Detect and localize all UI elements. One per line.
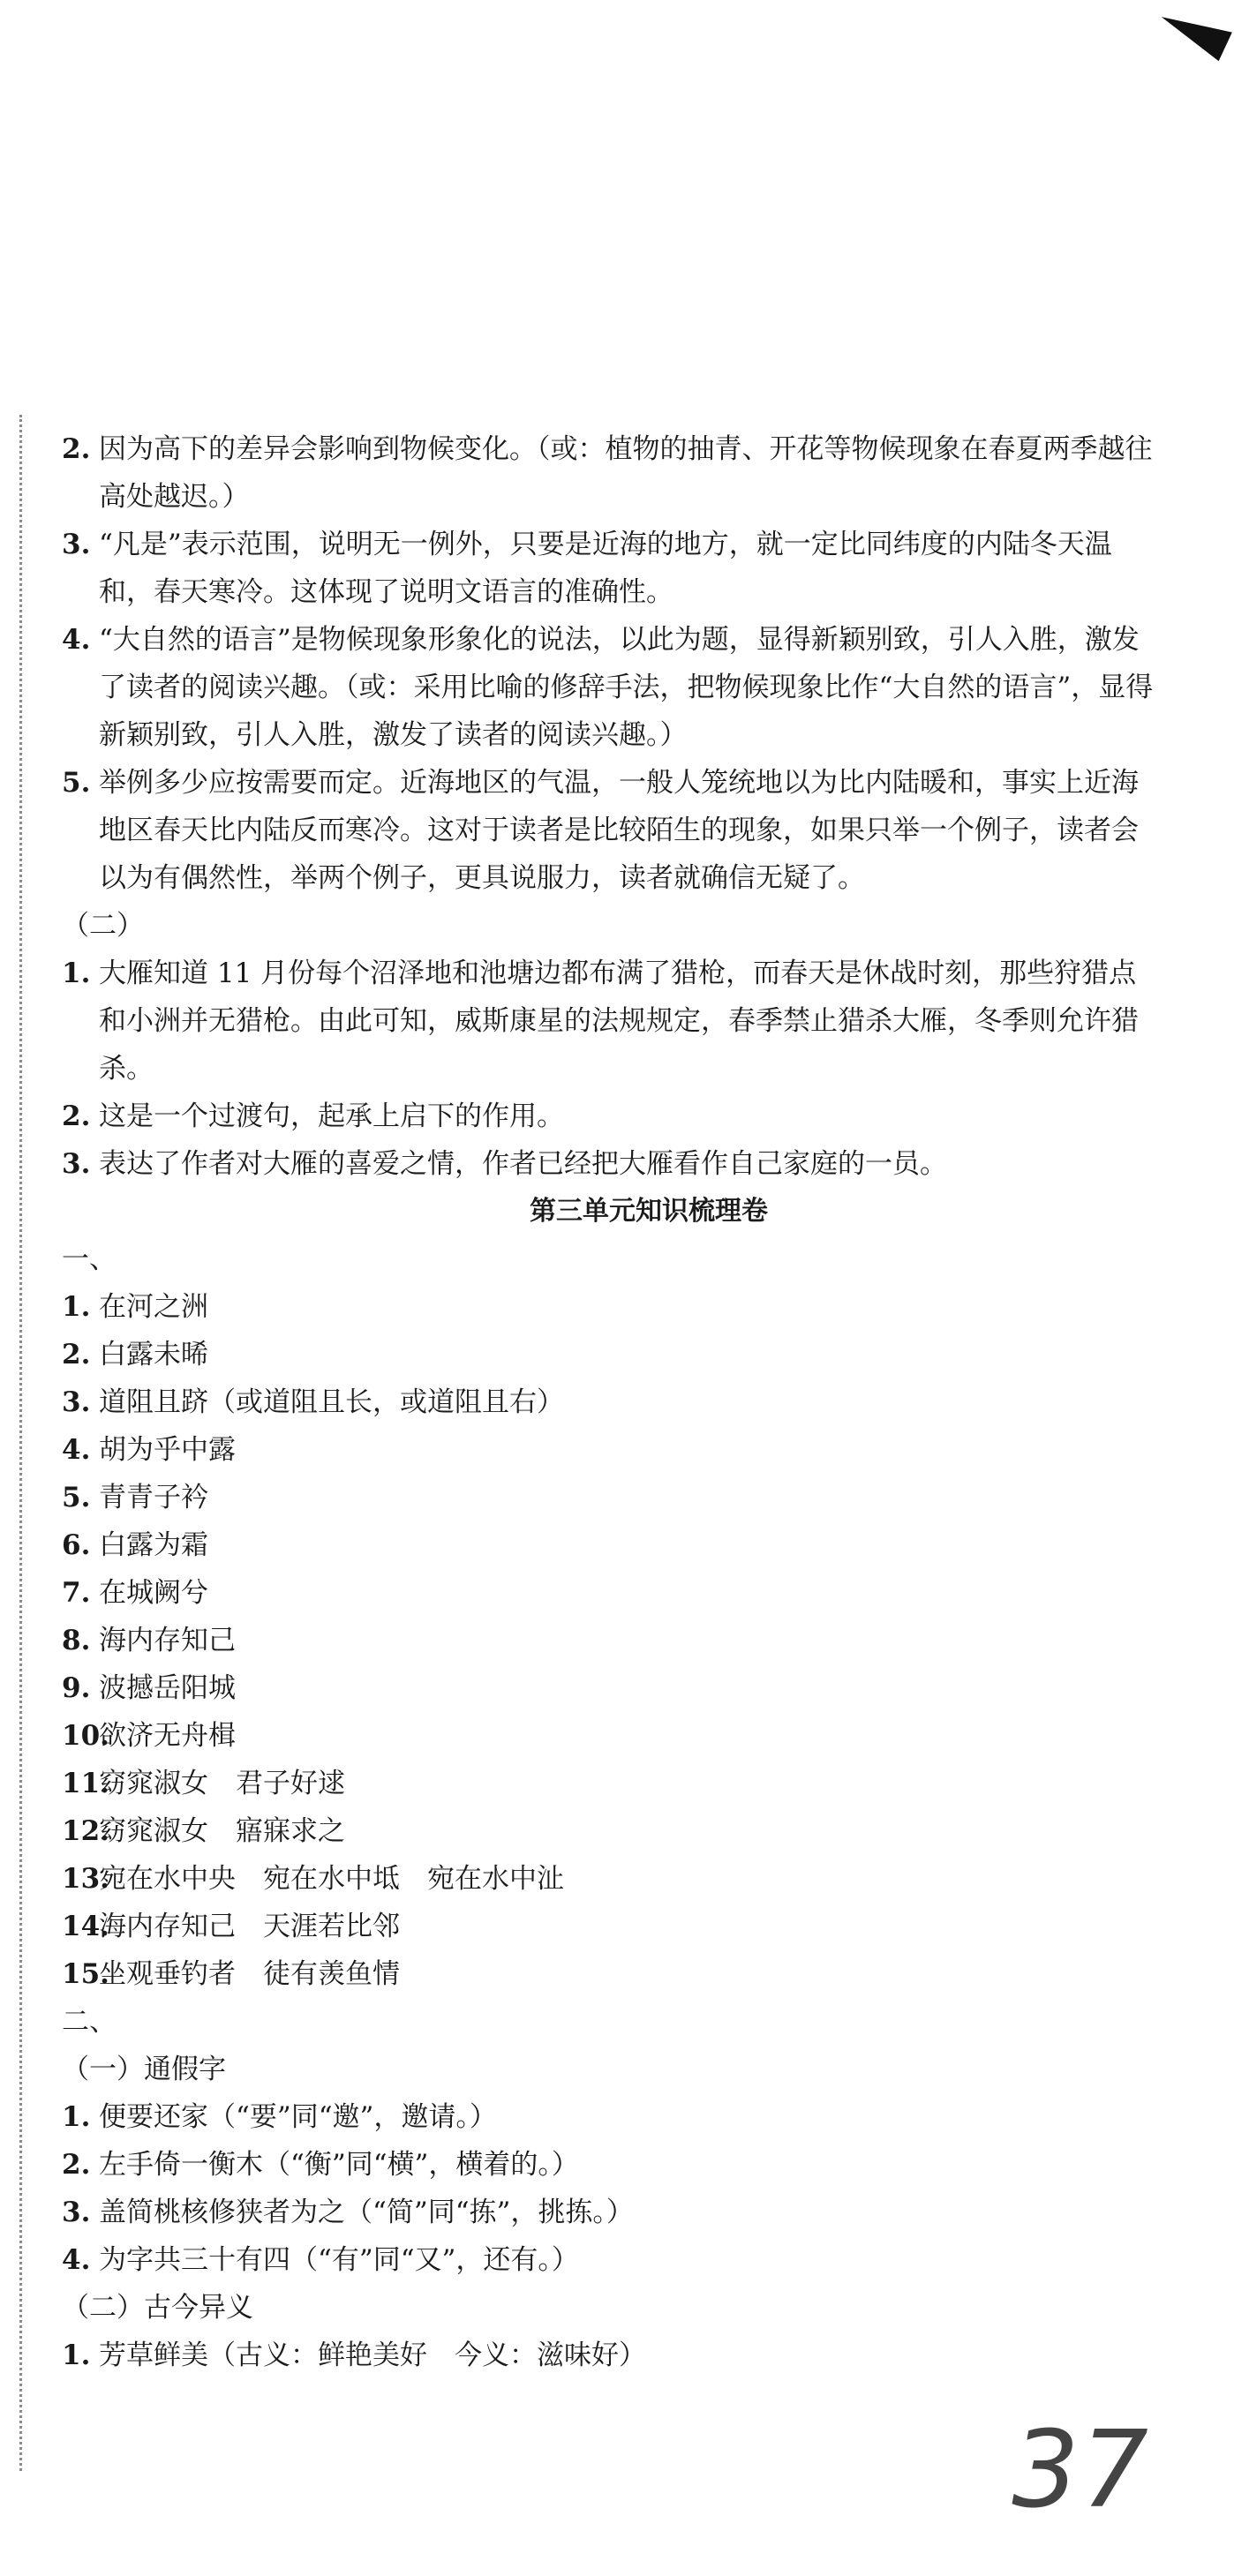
answer-item — [62, 1569, 1156, 1617]
item-number: 3. — [62, 2197, 91, 2228]
answer-item — [62, 1712, 1156, 1760]
answer-item — [62, 425, 1156, 521]
answer-item — [62, 616, 1156, 759]
answer-item — [62, 1760, 1156, 1807]
answer-item — [62, 1950, 1156, 1998]
answer-item — [62, 1521, 1156, 1569]
item-text: 大雁知道 11 月份每个沼泽地和池塘边都布满了猎枪，而春天是休战时刻，那些狩猎点和小洲并无猎枪。由此可知，威斯康星的法规规定，春季禁止猎杀大雁，冬季则允许猎杀。 — [99, 958, 1139, 1085]
item-text: 举例多少应按需要而定。近海地区的气温，一般人笼统地以为比内陆暖和，事实上近海地区春天比内陆反而寒冷。这对于读者是比较陌生的现象，如果只举一个例子，读者会以为有偶然性，举两个例子，更具说服力，读者就确信无疑了。 — [99, 767, 1139, 894]
item-number: 2. — [62, 433, 91, 465]
item-number: 4. — [62, 1434, 91, 1466]
item-text: 便要还家（“要”同“邀”，邀请。） — [99, 2101, 497, 2133]
part-one-heading: 一、 — [62, 1243, 117, 1275]
item-number: 3. — [62, 1386, 91, 1418]
answer-item — [62, 2189, 1156, 2236]
answer-item — [62, 1617, 1156, 1664]
item-text: “凡是”表示范围，说明无一例外，只要是近海的地方，就一定比同纬度的内陆冬天温和，春天寒冷。这体现了说明文语言的准确性。 — [99, 529, 1112, 608]
item-text: 胡为乎中露 — [99, 1434, 236, 1466]
item-number: 12. — [62, 1815, 109, 1847]
answer-item — [62, 950, 1156, 1093]
unit-title: 第三单元知识梳理卷 — [530, 1196, 768, 1227]
item-number: 10. — [62, 1720, 109, 1752]
item-number: 1. — [62, 2339, 91, 2371]
item-text: 海内存知己 天涯若比邻 — [99, 1911, 400, 1942]
item-text: 窈窕淑女 君子好逑 — [99, 1768, 345, 1799]
section-continued-answers — [62, 425, 1156, 902]
tongjiazi-answers — [62, 2093, 1156, 2284]
item-text: 表达了作者对大雁的喜爱之情，作者已经把大雁看作自己家庭的一员。 — [99, 1148, 947, 1180]
item-number: 15. — [62, 1958, 109, 1990]
answer-item — [62, 2141, 1156, 2189]
item-number: 5. — [62, 1482, 91, 1513]
item-number: 2. — [62, 1100, 91, 1132]
item-number: 4. — [62, 2244, 91, 2276]
answer-item — [62, 2332, 1156, 2379]
gujin-yiyi-answers — [62, 2332, 1156, 2379]
item-number: 1. — [62, 958, 91, 989]
item-number: 8. — [62, 1625, 91, 1656]
item-number: 14. — [62, 1911, 109, 1942]
item-number: 3. — [62, 1148, 91, 1180]
item-text: 这是一个过渡句，起承上启下的作用。 — [99, 1100, 564, 1132]
item-number: 1. — [62, 1291, 91, 1323]
item-number: 3. — [62, 529, 91, 560]
answer-item — [62, 1331, 1156, 1378]
item-text: 在河之洲 — [99, 1291, 208, 1323]
item-text: 宛在水中央 宛在水中坻 宛在水中沚 — [99, 1863, 564, 1895]
item-number: 2. — [62, 2149, 91, 2181]
section-two-answers — [62, 950, 1156, 1188]
answer-item — [62, 1807, 1156, 1855]
item-text: 芳草鲜美（古义：鲜艳美好 今义：滋味好） — [99, 2339, 646, 2371]
item-text: 欲济无舟楫 — [99, 1720, 236, 1752]
answer-item — [62, 1474, 1156, 1521]
item-number: 11. — [62, 1768, 109, 1799]
answer-item — [62, 521, 1156, 616]
corner-triangle-mark — [1155, 3, 1232, 61]
item-text: “大自然的语言”是物候现象形象化的说法，以此为题，显得新颖别致，引人入胜，激发了读者的阅读兴趣。（或：采用比喻的修辞手法，把物候现象比作“大自然的语言”，显得新颖别致，引人入胜，激发了读者的阅读兴趣。） — [99, 624, 1154, 751]
answer-item — [62, 1093, 1156, 1140]
item-number: 5. — [62, 767, 91, 799]
answer-item — [62, 1283, 1156, 1331]
item-text: 为字共三十有四（“有”同“又”，还有。） — [99, 2244, 579, 2276]
item-number: 1. — [62, 2101, 91, 2133]
item-number: 2. — [62, 1339, 91, 1371]
answer-item — [62, 1855, 1156, 1903]
answer-item — [62, 1903, 1156, 1950]
item-number: 6. — [62, 1529, 91, 1561]
item-number: 4. — [62, 624, 91, 656]
answer-content — [62, 425, 1156, 2379]
answer-item — [62, 1664, 1156, 1712]
answer-item — [62, 2236, 1156, 2284]
item-number: 13. — [62, 1863, 109, 1895]
part-two-heading: 二、 — [62, 2006, 117, 2038]
answer-item — [62, 2093, 1156, 2141]
item-text: 白露未晞 — [99, 1339, 208, 1371]
item-text: 道阻且跻（或道阻且长，或道阻且右） — [99, 1386, 564, 1418]
item-number: 9. — [62, 1672, 91, 1704]
gujin-yiyi-heading: （二）古今异义 — [62, 2292, 253, 2324]
item-text: 波撼岳阳城 — [99, 1672, 236, 1704]
tongjiazi-heading: （一）通假字 — [62, 2054, 226, 2085]
item-text: 左手倚一衡木（“衡”同“横”，横着的。） — [99, 2149, 579, 2181]
item-text: 因为高下的差异会影响到物候变化。（或：植物的抽青、开花等物候现象在春夏两季越往高处越迟。） — [99, 433, 1153, 513]
section-two-heading: （二） — [62, 910, 144, 942]
answer-item — [62, 1140, 1156, 1188]
binding-dotted-line — [19, 415, 22, 2471]
item-text: 青青子衿 — [99, 1482, 208, 1513]
page-number: 37 — [1012, 2409, 1150, 2532]
item-text: 盖简桃核修狭者为之（“简”同“拣”，挑拣。） — [99, 2197, 634, 2228]
item-text: 白露为霜 — [99, 1529, 208, 1561]
answer-item — [62, 1426, 1156, 1474]
item-text: 窈窕淑女 寤寐求之 — [99, 1815, 345, 1847]
answer-item — [62, 1378, 1156, 1426]
item-text: 在城阙兮 — [99, 1577, 208, 1609]
item-text: 坐观垂钓者 徒有羡鱼情 — [99, 1958, 400, 1990]
part-one-answers — [62, 1283, 1156, 1998]
item-text: 海内存知己 — [99, 1625, 236, 1656]
answer-item — [62, 759, 1156, 902]
item-number: 7. — [62, 1577, 91, 1609]
